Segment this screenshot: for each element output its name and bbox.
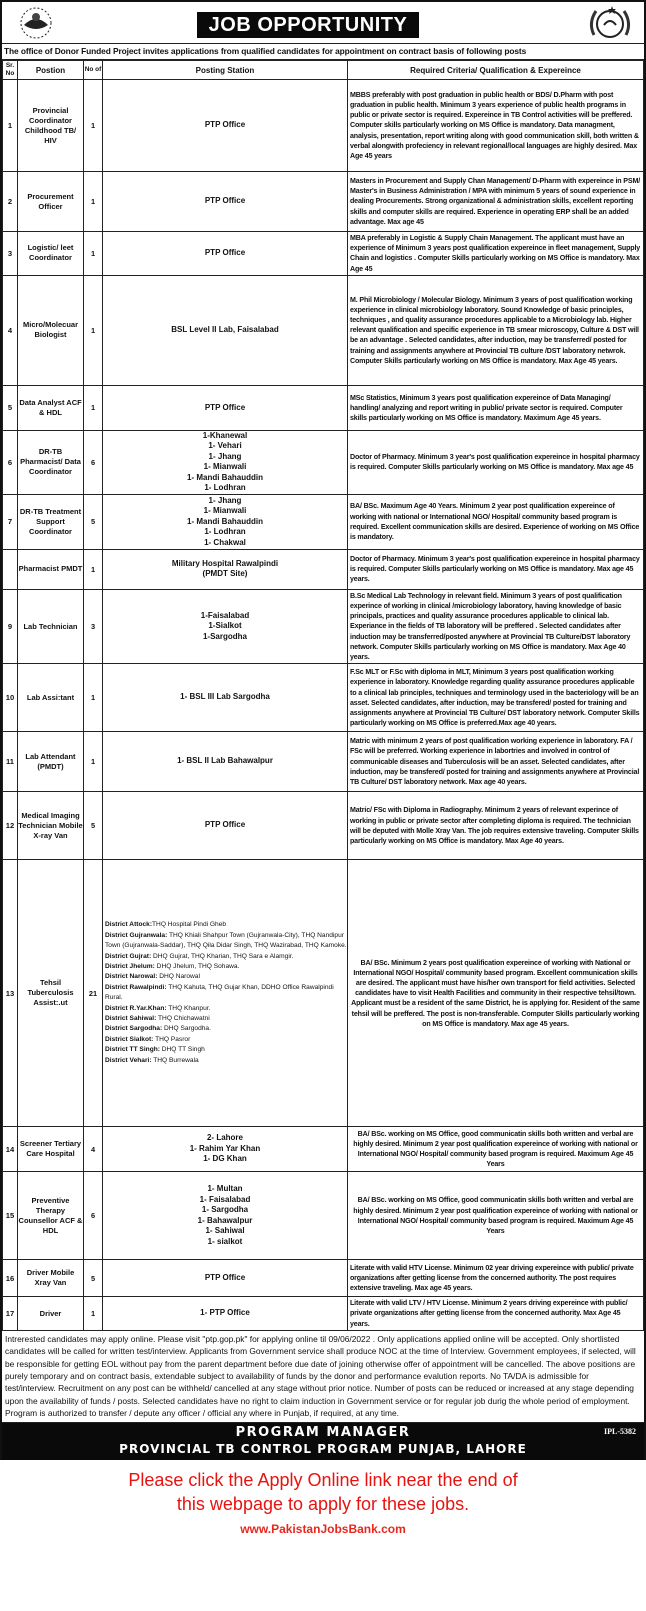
required-criteria: Masters in Procurement and Supply Chan Management/ D-Pharm with expereince in PSM/ Master's in Business Administration / MPA with minimum 5 years of sound experience in dealing Procurements. Strong organizational & administration skills, excellent reporting skills and computer skills are required. Experience in operating ERP shall be an added advantage. Max age 45: [348, 172, 644, 232]
district-name: District Attock:: [105, 921, 153, 929]
district-entry: [105, 920, 347, 930]
number-of-posts: 5: [84, 494, 103, 549]
position-title: Pharmacist PMDT: [18, 549, 84, 589]
table-row: [3, 1172, 644, 1260]
number-of-posts: 6: [84, 1172, 103, 1260]
required-criteria: BA/ BSc. Minimum 2 years post qualification expereince of working with National or International NGO/ Hospital/ community based program. Excellent communication skills are desired. The applicant must have his/her own transport for field activities. Selected candidates have to visit Health Facilities and community in their respective tehsil/town. Applicant must be a resident of the same District, he is applying for. Resident of the same tehsil will be preffered. The post is non-transferable. Computer Skills particularly working on MS Office is mandatory. Max age 45 years.: [348, 860, 644, 1127]
posting-station: [103, 1297, 348, 1331]
table-row: [3, 385, 644, 430]
station-line: PTP Office: [204, 820, 246, 830]
required-criteria: MBBS preferably with post graduation in public health or BDS/ D.Pharm with post graduation in public health. Minimum 3 years experience of public health programs in public or private sector is required. Expereince in TB Control activities will be preffered. Computer skills particularly working on MS Office is mandatory. Data managment, analysis, presentation, report writing along with good communication skill, both written & verbal alongwith profeciency in relevant regional/local languages are highly desired. Max Age 45 years: [348, 80, 644, 172]
station-line: 1- Jhang: [208, 451, 242, 461]
table-row: [3, 549, 644, 589]
station-line: 1- Lodhran: [204, 527, 246, 537]
posting-station: [103, 80, 348, 172]
station-line: 1- Multan: [207, 1184, 243, 1194]
required-criteria: B.Sc Medical Lab Technology in relevant field. Minimum 3 years of post qualification experince of working in clinical /microbiology laboratory, having knowledge of basic principals, practices and quality assurance procedures applicable to clinical lab. Experiance in the fields of TB laboratory will be preffered . Selected candidates after induction may be transferred/posted anywhere at Provincial TB Culture/DST laboratory network. Computer Skills particularly working on MS Office is mandatory. Max Age 40 years.: [348, 589, 644, 663]
number-of-posts: 21: [84, 860, 103, 1127]
required-criteria: Matric/ FSc with Diploma in Radiography. Minimum 2 years of relevant experince of working in public or private sector after completing diploma is required. The technician will be deputed with Molle Xray Van. The job requires extensive traveling. Computer Skills particularly working on MS Office is mandatory. Max Age 40 years.: [348, 792, 644, 860]
station-line: PTP Office: [204, 120, 246, 130]
posting-station: [103, 494, 348, 549]
station-line: PTP Office: [204, 248, 246, 258]
position-title: Medical Imaging Technician Mobile X-ray Van: [18, 792, 84, 860]
district-name: District Rawalpindi:: [105, 983, 167, 991]
district-name: District Sialkot:: [105, 1035, 154, 1043]
column-header-sr: Sr. No: [3, 61, 18, 80]
serial-number: 5: [3, 385, 18, 430]
station-line: 1- DG Khan: [203, 1154, 247, 1164]
station-line: 2- Lahore: [206, 1133, 243, 1143]
district-name: District Gujranwala:: [105, 931, 168, 939]
district-facilities: DHQ TT Singh: [159, 1046, 205, 1054]
serial-number: 6: [3, 430, 18, 494]
posting-station: [103, 792, 348, 860]
district-facilities: THQ Burrewala: [151, 1056, 199, 1064]
required-criteria: MBA preferably in Logistic & Supply Chain Management. The applicant must have an experience of Minimum 3 years post qualification expereince in fleet management, Supply Chain and logistics . Computer Skills particularly working on MS Office is mandatory. Max Age 45: [348, 232, 644, 276]
position-title: Preventive Therapy Counsellor ACF & HDL: [18, 1172, 84, 1260]
serial-number: 16: [3, 1260, 18, 1297]
posting-station: [103, 430, 348, 494]
station-line: 1- Sargodha: [201, 1205, 249, 1215]
station-line: BSL Level II Lab, Faisalabad: [171, 325, 279, 335]
table-row: [3, 589, 644, 663]
district-name: District Gujrat:: [105, 952, 152, 960]
number-of-posts: 1: [84, 172, 103, 232]
program-manager-label: PROGRAM MANAGER: [235, 1424, 411, 1440]
station-line: 1- Sahiwal: [205, 1226, 245, 1236]
district-facilities: THQ Kahuta, THQ Gujar Khan, DDHO Office Rawalpindi Rural.: [105, 983, 334, 1002]
serial-number: 11: [3, 732, 18, 792]
station-line: 1- BSL III Lab Sargodha: [180, 692, 270, 702]
station-line: 1-Khanewal: [202, 430, 248, 440]
required-criteria: M. Phil Microbiology / Molecular Biology. Minimum 3 years of post qualification working experience in clinical microbiology laboratory. Sound Knowledge of basic principles, techniques , and quality assurance procedures applicable to a Microbiology lab. Higher relevant qualification and specific experience in TB smear microscopy, Culture & DST will be an advantage . Selected candidates, after induction, may be transferred/ posted for training and assignments anywhere at Provincial TB culture /DST laboratory netwrok. Computer Skills particularly working on MS Office is mandatory. Max Age 45 years.: [348, 275, 644, 385]
table-row: [3, 172, 644, 232]
district-entry: [105, 1024, 347, 1034]
station-line: Military Hospital Rawalpindi: [171, 558, 279, 568]
posting-station: [103, 1260, 348, 1297]
intro-text: The office of Donor Funded Project invites applications from qualified candidates for appointment on contract basis of following posts: [2, 44, 644, 60]
watermark: www.PakistanJobsBank.com: [240, 1521, 406, 1536]
position-title: Lab Assi:tant: [18, 664, 84, 732]
required-criteria: F.Sc MLT or F.Sc with diploma in MLT, Minimum 3 years post qualification working experience in laboratory. Knowledge regarding quality assurance procedures applicable to a clinical lab principles, techniques and terminology used in the bacteriology will be an asset. Selected candidates, after induction, may be transfered/ posted for training and assignments anywhere at Provincial TB Culture/ DST laboratory network. Computer Skills particularly working on MS Office is preferred.Max age 40 years.: [348, 664, 644, 732]
posting-station: [103, 385, 348, 430]
notice-line-1: Please click the Apply Online link near the end of: [128, 1469, 518, 1490]
station-line: 1- sialkot: [207, 1236, 243, 1246]
column-header-position: Postion: [18, 61, 84, 80]
district-facilities: THQ Pasror: [153, 1035, 191, 1043]
table-row: [3, 80, 644, 172]
district-facilities: THQ Hospital Pindi Gheb: [152, 921, 227, 929]
signature-banner: [2, 1423, 644, 1460]
table-row: [3, 860, 644, 1127]
serial-number: 2: [3, 172, 18, 232]
district-facilities: DHQ Sargodha.: [162, 1025, 211, 1033]
position-title: Procurement Officer: [18, 172, 84, 232]
station-line: 1- Jhang: [208, 495, 242, 505]
serial-number: 17: [3, 1297, 18, 1331]
serial-number: 12: [3, 792, 18, 860]
page-title: JOB OPPORTUNITY: [197, 12, 419, 38]
position-title: DR-TB Treatment Support Coordinator: [18, 494, 84, 549]
ad-header: [2, 2, 644, 44]
position-title: Micro/Molecuar Biologist: [18, 275, 84, 385]
serial-number: 9: [3, 589, 18, 663]
position-title: Logistic/ leet Coordinator: [18, 232, 84, 276]
station-line: 1- Lodhran: [204, 483, 246, 493]
district-name: District Jhelum:: [105, 963, 155, 971]
required-criteria: Doctor of Pharmacy. Minimum 3 year's post qualification expereince in hospital pharmacy is required. Computer Skills particularly working on MS Office is mandatory. Max age 45 years.: [348, 549, 644, 589]
posting-station: [103, 664, 348, 732]
number-of-posts: 1: [84, 664, 103, 732]
district-entry: [105, 1014, 347, 1024]
district-facilities: THQ Khanpur.: [166, 1004, 211, 1012]
government-emblem-icon: [584, 5, 636, 41]
station-line: PTP Office: [204, 402, 246, 412]
district-entry: [105, 931, 347, 952]
posting-station: [103, 589, 348, 663]
organization-name: PROVINCIAL TB CONTROL PROGRAM PUNJAB, LAHORE: [119, 1441, 527, 1456]
jobs-table: [2, 60, 644, 1331]
district-facilities: DHQ Narowal: [157, 973, 200, 981]
position-title: Driver Mobile Xray Van: [18, 1260, 84, 1297]
station-line: (PMDT Site): [202, 569, 248, 579]
number-of-posts: 6: [84, 430, 103, 494]
table-row: [3, 792, 644, 860]
district-name: District R.Yar.Khan:: [105, 1004, 167, 1012]
table-row: [3, 232, 644, 276]
serial-number: 7: [3, 494, 18, 549]
district-name: District Sahiwal:: [105, 1015, 157, 1023]
serial-number: 14: [3, 1127, 18, 1172]
station-line: 1- BSL II Lab Bahawalpur: [177, 756, 273, 766]
posting-station: [103, 732, 348, 792]
serial-number: 13: [3, 860, 18, 1127]
district-facilities: DHQ Jhelum, THQ Sohawa.: [154, 963, 240, 971]
station-line: 1- Mianwali: [203, 462, 247, 472]
required-criteria: MSc Statistics, Minimum 3 years post qualification expereince of Data Managing/ handling/ analyzing and report writing in public/ private sector is required. Computer skills particularly working on MS Office is mandatory. Maximum Age 45 years.: [348, 385, 644, 430]
position-title: DR-TB Pharmacist/ Data Coordinator: [18, 430, 84, 494]
serial-number: 1: [3, 80, 18, 172]
district-facilities: THQ Khiali Shahpur Town (Gujranwala-City), THQ Nandipur Town (Gujranwala-Saddar), THQ Qila Didar Singh, THQ Wazirabad, THQ Kamoke.: [105, 931, 347, 950]
position-title: Lab Technician: [18, 589, 84, 663]
station-line: 1- Mandi Bahauddin: [187, 516, 263, 526]
position-title: Provincial Coordinator Childhood TB/ HIV: [18, 80, 84, 172]
station-line: 1- Bahawalpur: [197, 1215, 253, 1225]
district-entry: [105, 1045, 347, 1055]
column-header-station: Posting Station: [103, 61, 348, 80]
position-title: Driver: [18, 1297, 84, 1331]
notice-line-2: this webpage to apply for these jobs.: [176, 1493, 470, 1514]
district-entry: [105, 952, 347, 962]
posting-station: [103, 172, 348, 232]
district-name: District Vehari:: [105, 1056, 152, 1064]
application-instructions: Intrerested candidates may apply online. Please visit "ptp.gop.pk" for applying online til 09/06/2022 . Only applications applied online will be accepted. Only shortlisted candidates will be called for written test/interview. Applicants from Government service shall produce NOC at the time of Interview. Government employees, if selected, will be responsible for getting EOL without pay from the parent department before due date of joining otherwise offer of appointment will be cancelled. The above positions are purely temporary and on contract basis, extendable subject to availability of funds by the donor and performance evalution reports. No TA/DA is admissible for test/interview. Recruitment on any post can be withheld/ cancelled at any stage without prior notice. Number of posts can be reduced or increased at any stage depending upon the availability of funds / posts. Selected candidates have no right to claim induction in Government service or for regular job durig the whole period of employment. Program is authorized to transfer / depute any officer / official any where in Punjab, if required, at any time.: [2, 1331, 644, 1423]
posting-station: [103, 860, 348, 1127]
station-line: 1-Sargodha: [202, 631, 247, 641]
district-name: District Narowal:: [105, 973, 158, 981]
serial-number: 4: [3, 275, 18, 385]
district-entry: [105, 983, 347, 1004]
number-of-posts: 1: [84, 549, 103, 589]
station-line: 1- Faisalabad: [199, 1194, 251, 1204]
district-name: District Sargodha:: [105, 1025, 163, 1033]
station-line: 1- Rahim Yar Khan: [189, 1143, 261, 1153]
table-row: [3, 1297, 644, 1331]
number-of-posts: 5: [84, 792, 103, 860]
number-of-posts: 1: [84, 732, 103, 792]
posting-station: [103, 549, 348, 589]
district-facilities: THQ Chichawatni: [156, 1015, 210, 1023]
number-of-posts: 5: [84, 1260, 103, 1297]
table-row: [3, 275, 644, 385]
district-entry: [105, 1056, 347, 1066]
station-line: 1- Chakwal: [204, 537, 246, 547]
number-of-posts: 1: [84, 1297, 103, 1331]
position-title: Lab Attendant (PMDT): [18, 732, 84, 792]
district-name: District TT Singh:: [105, 1046, 160, 1054]
station-line: PTP Office: [204, 1272, 246, 1282]
posting-station: [103, 232, 348, 276]
table-row: [3, 494, 644, 549]
column-header-criteria: Required Criteria/ Qualification & Expereince: [348, 61, 644, 80]
table-row: [3, 430, 644, 494]
number-of-posts: 1: [84, 232, 103, 276]
posting-station: [103, 1127, 348, 1172]
station-line: 1-Faisalabad: [200, 610, 250, 620]
ad-reference-code: IPL-5382: [604, 1426, 636, 1436]
number-of-posts: 4: [84, 1127, 103, 1172]
district-entry: [105, 972, 347, 982]
station-line: 1- Vehari: [208, 441, 242, 451]
station-line: PTP Office: [204, 196, 246, 206]
table-header-row: [3, 61, 644, 80]
serial-number: 3: [3, 232, 18, 276]
station-line: 1- PTP Office: [200, 1308, 250, 1318]
number-of-posts: 1: [84, 385, 103, 430]
required-criteria: BA/ BSc. working on MS Office, good communicatin skills both written and verbal are highly desired. Minimum 2 year post qualification expereince of working with national or International NGO/ Hospital/ community based program is required. Maximum Age 45 Years: [348, 1127, 644, 1172]
table-row: [3, 1260, 644, 1297]
posting-station: [103, 1172, 348, 1260]
required-criteria: BA/ BSc. Maximum Age 40 Years. Minimum 2 year post qualification expereince of working with national or International NGO/ Hospital/ community based program is required. Excellent communication skills are desired. Experience of working on MS Office is mandatory.: [348, 494, 644, 549]
posting-station: [103, 275, 348, 385]
station-line: 1-Sialkot: [208, 621, 242, 631]
required-criteria: BA/ BSc. working on MS Office, good communicatin skills both written and verbal are highly desired. Minimum 2 year post qualification expereince of working with national or International NGO/ Hospital/ community based program is required. Maximum Age 45 Years: [348, 1172, 644, 1260]
table-row: [3, 1127, 644, 1172]
table-row: [3, 664, 644, 732]
station-line: 1- Mandi Bahauddin: [187, 472, 263, 482]
table-row: [3, 732, 644, 792]
district-facilities: DHQ Gujrat, THQ Kharian, THQ Sara e Alamgir.: [151, 952, 294, 960]
required-criteria: Doctor of Pharmacy. Minimum 3 year's post qualification expereince in hospital pharmacy is required. Computer Skills particularly working on MS Office is mandatory. Max age 45: [348, 430, 644, 494]
serial-number: [3, 549, 18, 589]
serial-number: 15: [3, 1172, 18, 1260]
position-title: Tehsil Tuberculosis Assist:.ut: [18, 860, 84, 1127]
station-line: 1- Mianwali: [203, 506, 247, 516]
required-criteria: Literate with valid HTV License. Minimum 02 year driving expereince with public/ private organizations after getting license from the concerned authority. The post requires extensive traveling. Max age 45 years.: [348, 1260, 644, 1297]
position-title: Data Analyst ACF & HDL: [18, 385, 84, 430]
serial-number: 10: [3, 664, 18, 732]
together-logo-icon: [10, 5, 62, 41]
district-entry: [105, 1004, 347, 1014]
number-of-posts: 1: [84, 275, 103, 385]
number-of-posts: 3: [84, 589, 103, 663]
district-entry: [105, 962, 347, 972]
position-title: Screener Tertiary Care Hospital: [18, 1127, 84, 1172]
district-entry: [105, 1035, 347, 1045]
apply-online-notice[interactable]: [0, 1460, 646, 1516]
number-of-posts: 1: [84, 80, 103, 172]
required-criteria: Literate with valid LTV / HTV License. Minimum 2 years driving expereince with public/ private organizations after getting license from the concerned authority. Max Age 45 years.: [348, 1297, 644, 1331]
required-criteria: Matric with minimum 2 years of post qualification working experience in laboratory. FA / FSc will be preferred. Working experience in labortries and involved in control of communicable diseases and Tuberculosis will be an asset. Selected candidates, after induction, may be transfered/ posted for training and assignments anywhere at Provincial TB Culture/ DST laboratory network. Max age 40 years.: [348, 732, 644, 792]
column-header-no: No of: [84, 61, 103, 80]
